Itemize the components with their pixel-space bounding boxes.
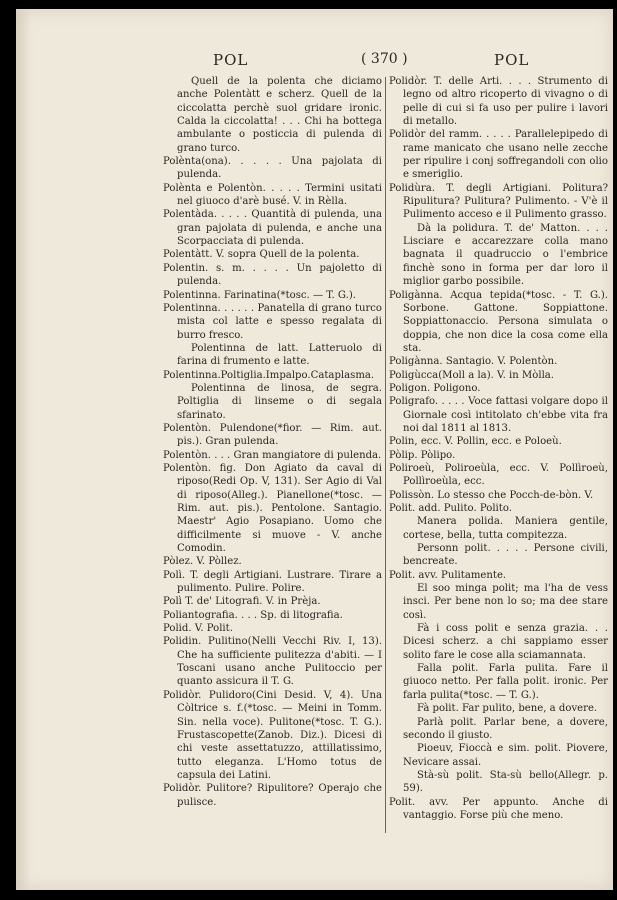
dictionary-entry: Polit. add. Pulito. Polito. [389,503,512,514]
dictionary-entry: Polentin. s. m. . . . . Un pajoletto di pulenda. [163,262,382,288]
dictionary-entry: Polì T. de' Litografi. V. in Prèja. [163,596,321,608]
dictionary-entry: Polidòr del ramm. . . . . Parallelepipedo di rame manicato che usano nelle zecche per ripulire i conj soffregandoli con olio e smeriglio. [389,129,608,181]
dictionary-entry: Polentòn. fig. Don Agiato da caval di riposo(Redi Op. V, 131). Ser Agio di Val di riposo(Alleg.). Pianellone(*tosc. — Rim. aut. pis.). Pentolone. Santagio. Maestr' Agio Posapiano. Uomo che difficilmente si muove - V. anche Comodin. [163,462,382,555]
dictionary-entry: Polit. avv. Pulitamente. [389,569,507,581]
entry-continuation: Fà i coss polit e senza grazia. . . Dicesi scherz. a chi sappiamo esser solito fare le cose alla sciamannata. [403,623,608,661]
running-header [16,51,613,73]
entry-continuation: Falla polit. Farla pulita. Fare il giuoco netto. Per falla polit. ironic. Per farla pulita(*tosc. — T. G.). [403,663,608,701]
left-column [163,75,382,809]
dictionary-entry: Polentàtt. V. sopra Quell de la polenta. [163,249,360,261]
dictionary-entry: Poligrafo. . . . . Voce fattasi volgare dopo il Giornale così intitolato ch'ebbe vita fra noi dal 1811 al 1813. [389,396,608,434]
dictionary-page [16,9,613,890]
entry-continuation: Dà la polidura. T. de' Matton. . . . Lisciare e accarezzare colla mano bagnata il quadruccio o l'embrice finchè sono in forma per dar loro il miglior garbo possibile. [403,222,608,288]
entry-continuation: Quell de la polenta che diciamo anche Polentàtt e scherz. Quell de la ciccolatta perchè suol gridare ironic. Calda la ciccolatta! . . . Chi ha bottega ambulante o posticcia di pulenda di grano turco. [177,76,382,154]
page-number: ( 370 ) [361,51,408,67]
dictionary-entry: Poliantografia. . . . Sp. di litografia. [163,609,343,621]
dictionary-entry: Polentinna. Farinatina(*tosc. — T. G.). [163,289,356,301]
dictionary-entry: Polènta(ona). . . . . Una pajolata di pulenda. [163,156,382,181]
dictionary-entry: Polentinna.Poltiglia.Impalpo.Cataplasma. [163,369,375,381]
dictionary-entry: Polentòn. Pulendone(*fior. — Rim. aut. pis.). Gran pulenda. [163,422,382,448]
dictionary-entry: Polentòn. . . . Gran mangiatore di pulenda. [163,449,382,461]
dictionary-entry: Polènta e Polentòn. . . . . Termini usitati nel giuoco d'arè busé. V. in Rèlla. [163,182,382,208]
dictionary-entry: Polidùra. T. degli Artigiani. Politura? Ripulitura? Pulitura? Pulimento. - V'è il Pulimento acceso e il Pulimento grasso. [389,182,608,221]
right-column [389,75,608,822]
dictionary-entry: Polissòn. Lo stesso che Pocch-de-bòn. V. [389,489,594,501]
entry-continuation: Pioeuv, Fioccà e sim. polit. Piovere, Nevicare assai. [403,743,608,768]
dictionary-entry: Polentàda. . . . . Quantità di pulenda, una gran pajolata di pulenda, e anche una Scorpacciata di pulenda. [163,209,382,248]
column-divider [385,77,386,833]
dictionary-entry: Poligùcca(Moll a la). V. in Mòlla. [389,369,555,381]
entry-continuation: Polentinna de linosa, de segra. Poltiglia di linseme o di segala sfarinato. [177,382,382,421]
dictionary-entry: Poligànna. Acqua tepida(*tosc. - T. G.). Sorbone. Gattone. Soppiattone. Soppiattonaccio. Persona simulata o doppia, che non dice la cosa come ella sta. [389,289,608,354]
entry-continuation: Personn polit. . . . . Persone civili, bencreate. [403,543,608,568]
entry-continuation: Stà-sù polit. Sta-sù bello(Allegr. p. 59). [403,769,608,795]
dictionary-entry: Polin, ecc. V. Pollin, ecc. e Poloeù. [389,436,562,448]
dictionary-entry: Pòlip. Pòlipo. [389,449,456,461]
entry-continuation: Manera polida. Maniera gentile, cortese, bella, tutta compitezza. [403,516,608,541]
dictionary-entry: Polidòr. Pulitore? Ripulitore? Operajo che pulisce. [163,783,382,808]
dictionary-entry: Poligànna. Santagio. V. Polentòn. [389,356,558,368]
header-left-guideword: POL [213,51,249,69]
dictionary-entry: Poligon. Poligono. [389,382,481,394]
dictionary-entry: Polì. T. degli Artigiani. Lustrare. Tirare a pulimento. Pulire. Polire. [163,569,382,595]
header-right-guideword: POL [494,51,530,69]
dictionary-entry: Pòlez. V. Pòllez. [163,556,242,568]
entry-continuation: Polentinna de latt. Latteruolo di farina di frumento e latte. [177,342,382,368]
dictionary-entry: Polidòr. Pulidoro(Cini Desid. V, 4). Una Còltrice s. f.(*tosc. — Meini in Tomm. Sin. nella voce). Pulitone(*tosc. T. G.). Frustascopette(Zanob. Diz.). Dicesi di chi veste assettatuzzo, attillatissimo, tutto eleganza. L'Homo totus de capsula dei Latini. [163,689,382,781]
dictionary-entry: Poliroeù, Poliroeùla, ecc. V. Pollìroeù, Pollìroeùla, ecc. [389,462,608,488]
entry-continuation: El soo minga polit; ma l'ha de vess insci. Per bene non lo so; ma dee stare così. [403,583,608,621]
dictionary-entry: Polidin. Pulitino(Nelli Vecchi Riv. I, 13). Che ha sufficiente pulitezza d'abiti. — I Toscani usano anche Pulitoccio per quanto assicura il T. G. [163,636,382,688]
dictionary-entry: Polid. V. Polit. [163,623,233,635]
entry-continuation: Parlà polit. Parlar bene, a dovere, secondo il giusto. [403,716,608,741]
entry-continuation: Fà polit. Far pulito, bene, a dovere. [417,703,598,715]
dictionary-entry: Polentinna. . . . . . Panatella di grano turco mista col latte e spesso regalata di burro fresco. [163,302,382,341]
dictionary-entry: Polit. avv. Per appunto. Anche di vantaggio. Forse più che meno. [389,796,608,821]
dictionary-entry: Polidòr. T. delle Arti. . . . Strumento di legno od altro ricoperto di vivagno o di pelle di cui si fa uso per pulire i lavori di metallo. [389,76,608,128]
